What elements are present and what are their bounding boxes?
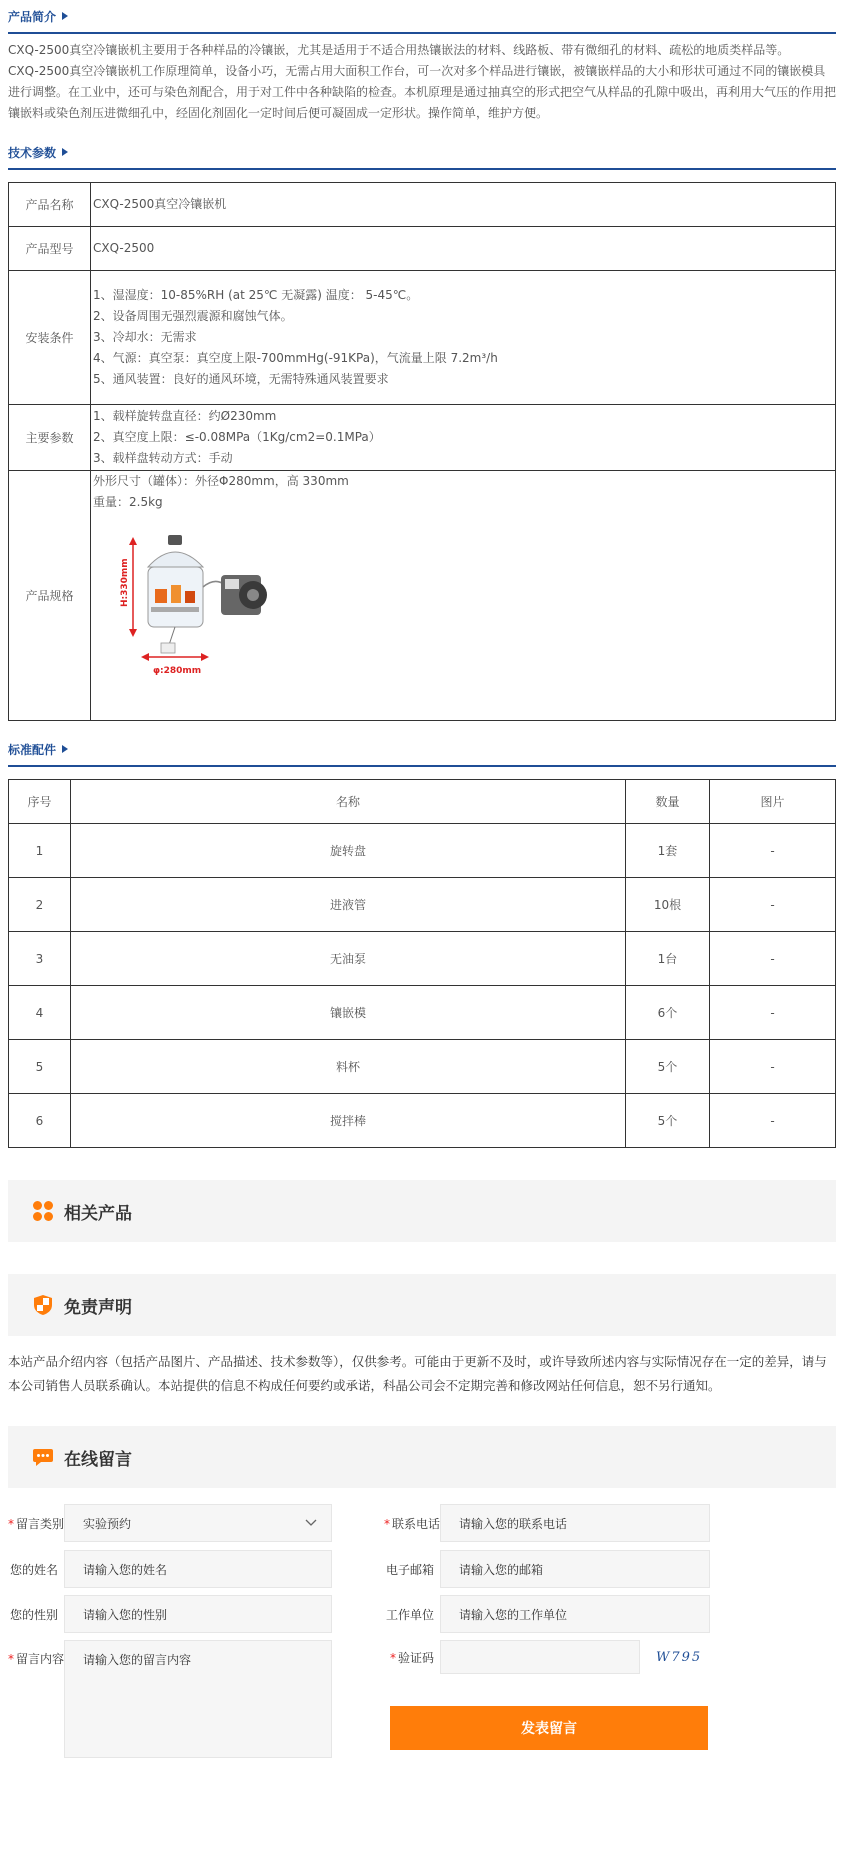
column-header: 序号 [9,780,71,824]
captcha-input[interactable] [440,1640,640,1674]
spec-label: 产品规格 [9,471,91,721]
spec-value: CXQ-2500 [91,227,836,271]
spec-line: 4、气源：真空泵：真空度上限-700mmHg(-91KPa)，气流量上限 7.2m³/h [93,351,498,365]
spec-line: 3、冷却水：无需求 [93,330,197,344]
spec-value [91,271,836,405]
chevron-down-icon [305,1519,317,1527]
table-cell: 6 [9,1094,71,1148]
message-title: 在线留言 [64,1449,132,1470]
table-cell: 5个 [626,1040,710,1094]
table-cell: 1 [9,824,71,878]
form-row-captcha [384,1640,702,1674]
spec-row-name [9,183,836,227]
table-cell: - [710,824,836,878]
content-textarea[interactable]: 请输入您的留言内容 [64,1640,332,1758]
table-cell: - [710,1094,836,1148]
intro-paragraph-2: CXQ-2500真空冷镶嵌机工作原理简单，设备小巧，无需占用大面积工作台，可一次对多个样品进行镶嵌，被镶嵌样品的大小和形状可通过不同的镶嵌模具进行调整。在工业中，还可与染色剂配合，用于对工件中各种缺陷的检查。本机原理是通过抽真空的形式把空气从样品的孔隙中吸出，再利用大气压的作用把镶嵌料或染色剂压进微细孔中，经固化剂固化一定时间后便可凝固成一定形状。操作简单，维护方便。 [8,64,837,120]
std-table [8,779,836,1148]
spec-line: 2、真空度上限：≤-0.08MPa（1Kg/cm2=0.1MPa） [93,430,381,444]
table-cell: - [710,1040,836,1094]
spec-row-main [9,405,836,471]
spec-line: 重量：2.5kg [93,495,163,509]
table-row [9,1040,836,1094]
std-section-header [8,733,836,767]
form-row-type [8,1504,332,1542]
height-dimension-label: H:330mm [120,558,130,607]
gender-input[interactable]: 请输入您的性别 [64,1595,332,1633]
table-cell: 旋转盘 [71,824,626,878]
disclaimer-title: 免责声明 [64,1297,132,1318]
triangle-right-icon [62,148,68,156]
table-cell: - [710,932,836,986]
triangle-right-icon [62,12,68,20]
form-row-name [8,1550,332,1588]
tech-section-title: 技术参数 [8,145,57,160]
column-header: 图片 [710,780,836,824]
email-input[interactable]: 请输入您的邮箱 [440,1550,710,1588]
column-header: 名称 [71,780,626,824]
phone-input[interactable]: 请输入您的联系电话 [440,1504,710,1542]
spec-label: 产品名称 [9,183,91,227]
table-cell: 6个 [626,986,710,1040]
related-products-title: 相关产品 [64,1203,132,1224]
table-cell: 4 [9,986,71,1040]
type-select[interactable] [64,1504,332,1542]
spec-value [91,471,836,721]
table-row [9,932,836,986]
type-label: * 留言类别 [8,1516,65,1531]
form-row-phone [384,1504,710,1542]
spec-line: 1、湿湿度：10-85%RH (at 25℃ 无凝露) 温度： 5-45℃。 [93,288,419,302]
table-cell: 1套 [626,824,710,878]
column-header: 数量 [626,780,710,824]
table-cell: 5 [9,1040,71,1094]
message-form [8,1488,836,1788]
message-bar [8,1426,836,1488]
spec-line: 1、载样旋转盘直径：约Ø230mm [93,409,277,423]
shield-icon [32,1294,54,1316]
triangle-right-icon [62,745,68,753]
type-select-value: 实验预约 [83,1516,132,1531]
captcha-label: * 验证码 [389,1650,434,1665]
intro-section-title: 产品简介 [8,9,57,24]
table-cell: 搅拌棒 [71,1094,626,1148]
intro-paragraph-1: CXQ-2500真空冷镶嵌机主要用于各种样品的冷镶嵌，尤其是适用于不适合用热镶嵌法的材料、线路板、带有微细孔的材料、疏松的地质类样品等。 [8,43,790,57]
spec-label: 产品型号 [9,227,91,271]
submit-button[interactable]: 发表留言 [390,1706,708,1750]
table-cell: 料杯 [71,1040,626,1094]
spec-line: 3、载样盘转动方式：手动 [93,451,233,465]
table-row [9,986,836,1040]
table-cell: 无油泵 [71,932,626,986]
captcha-image[interactable]: W795 [656,1649,703,1665]
company-input[interactable]: 请输入您的工作单位 [440,1595,710,1633]
spec-value: CXQ-2500真空冷镶嵌机 [91,183,836,227]
spec-row-install [9,271,836,405]
spec-label: 主要参数 [9,405,91,471]
table-cell: 3 [9,932,71,986]
table-row [9,1094,836,1148]
phone-label: * 联系电话 [384,1516,441,1531]
table-cell: 2 [9,878,71,932]
spec-table [8,182,836,721]
intro-text [8,34,836,130]
table-cell: 10根 [626,878,710,932]
grid-icon [32,1200,54,1222]
table-cell: - [710,878,836,932]
form-row-gender [8,1595,332,1633]
spec-label: 安装条件 [9,271,91,405]
tech-section-header [8,136,836,170]
width-dimension-label: φ:280mm [153,666,202,676]
company-label: 工作单位 [385,1607,434,1622]
name-input[interactable]: 请输入您的姓名 [64,1550,332,1588]
gender-label: 您的性别 [9,1607,58,1622]
table-cell: 5个 [626,1094,710,1148]
table-row [9,824,836,878]
disclaimer-bar [8,1274,836,1336]
spec-row-model [9,227,836,271]
content-label: * 留言内容 [8,1652,65,1666]
spec-value [91,405,836,471]
related-products-bar [8,1180,836,1242]
spec-row-size [9,471,836,721]
table-cell: 进液管 [71,878,626,932]
table-header-row [9,780,836,824]
intro-section-header [8,0,836,34]
product-image [113,527,283,677]
spec-line: 外形尺寸（罐体）：外径Φ280mm，高 330mm [93,474,349,488]
table-cell: 镶嵌模 [71,986,626,1040]
form-row-company [384,1595,710,1633]
spec-line: 2、设备周围无强烈震源和腐蚀气体。 [93,309,293,323]
spec-line: 5、通风装置：良好的通风环境，无需特殊通风装置要求 [93,372,389,386]
chat-icon [32,1446,54,1468]
table-cell: 1台 [626,932,710,986]
table-cell: - [710,986,836,1040]
form-row-content [8,1640,332,1758]
form-row-email [384,1550,710,1588]
std-section-title: 标准配件 [8,742,57,757]
name-label: 您的姓名 [9,1562,58,1577]
table-row [9,878,836,932]
disclaimer-text: 本站产品介绍内容（包括产品图片、产品描述、技术参数等），仅供参考。可能由于更新不及时，或许导致所述内容与实际情况存在一定的差异，请与本公司销售人员联系确认。本站提供的信息不构成任何要约或承诺，科晶公司会不定期完善和修改网站任何信息，恕不另行通知。 [8,1354,827,1393]
email-label: 电子邮箱 [385,1562,434,1577]
